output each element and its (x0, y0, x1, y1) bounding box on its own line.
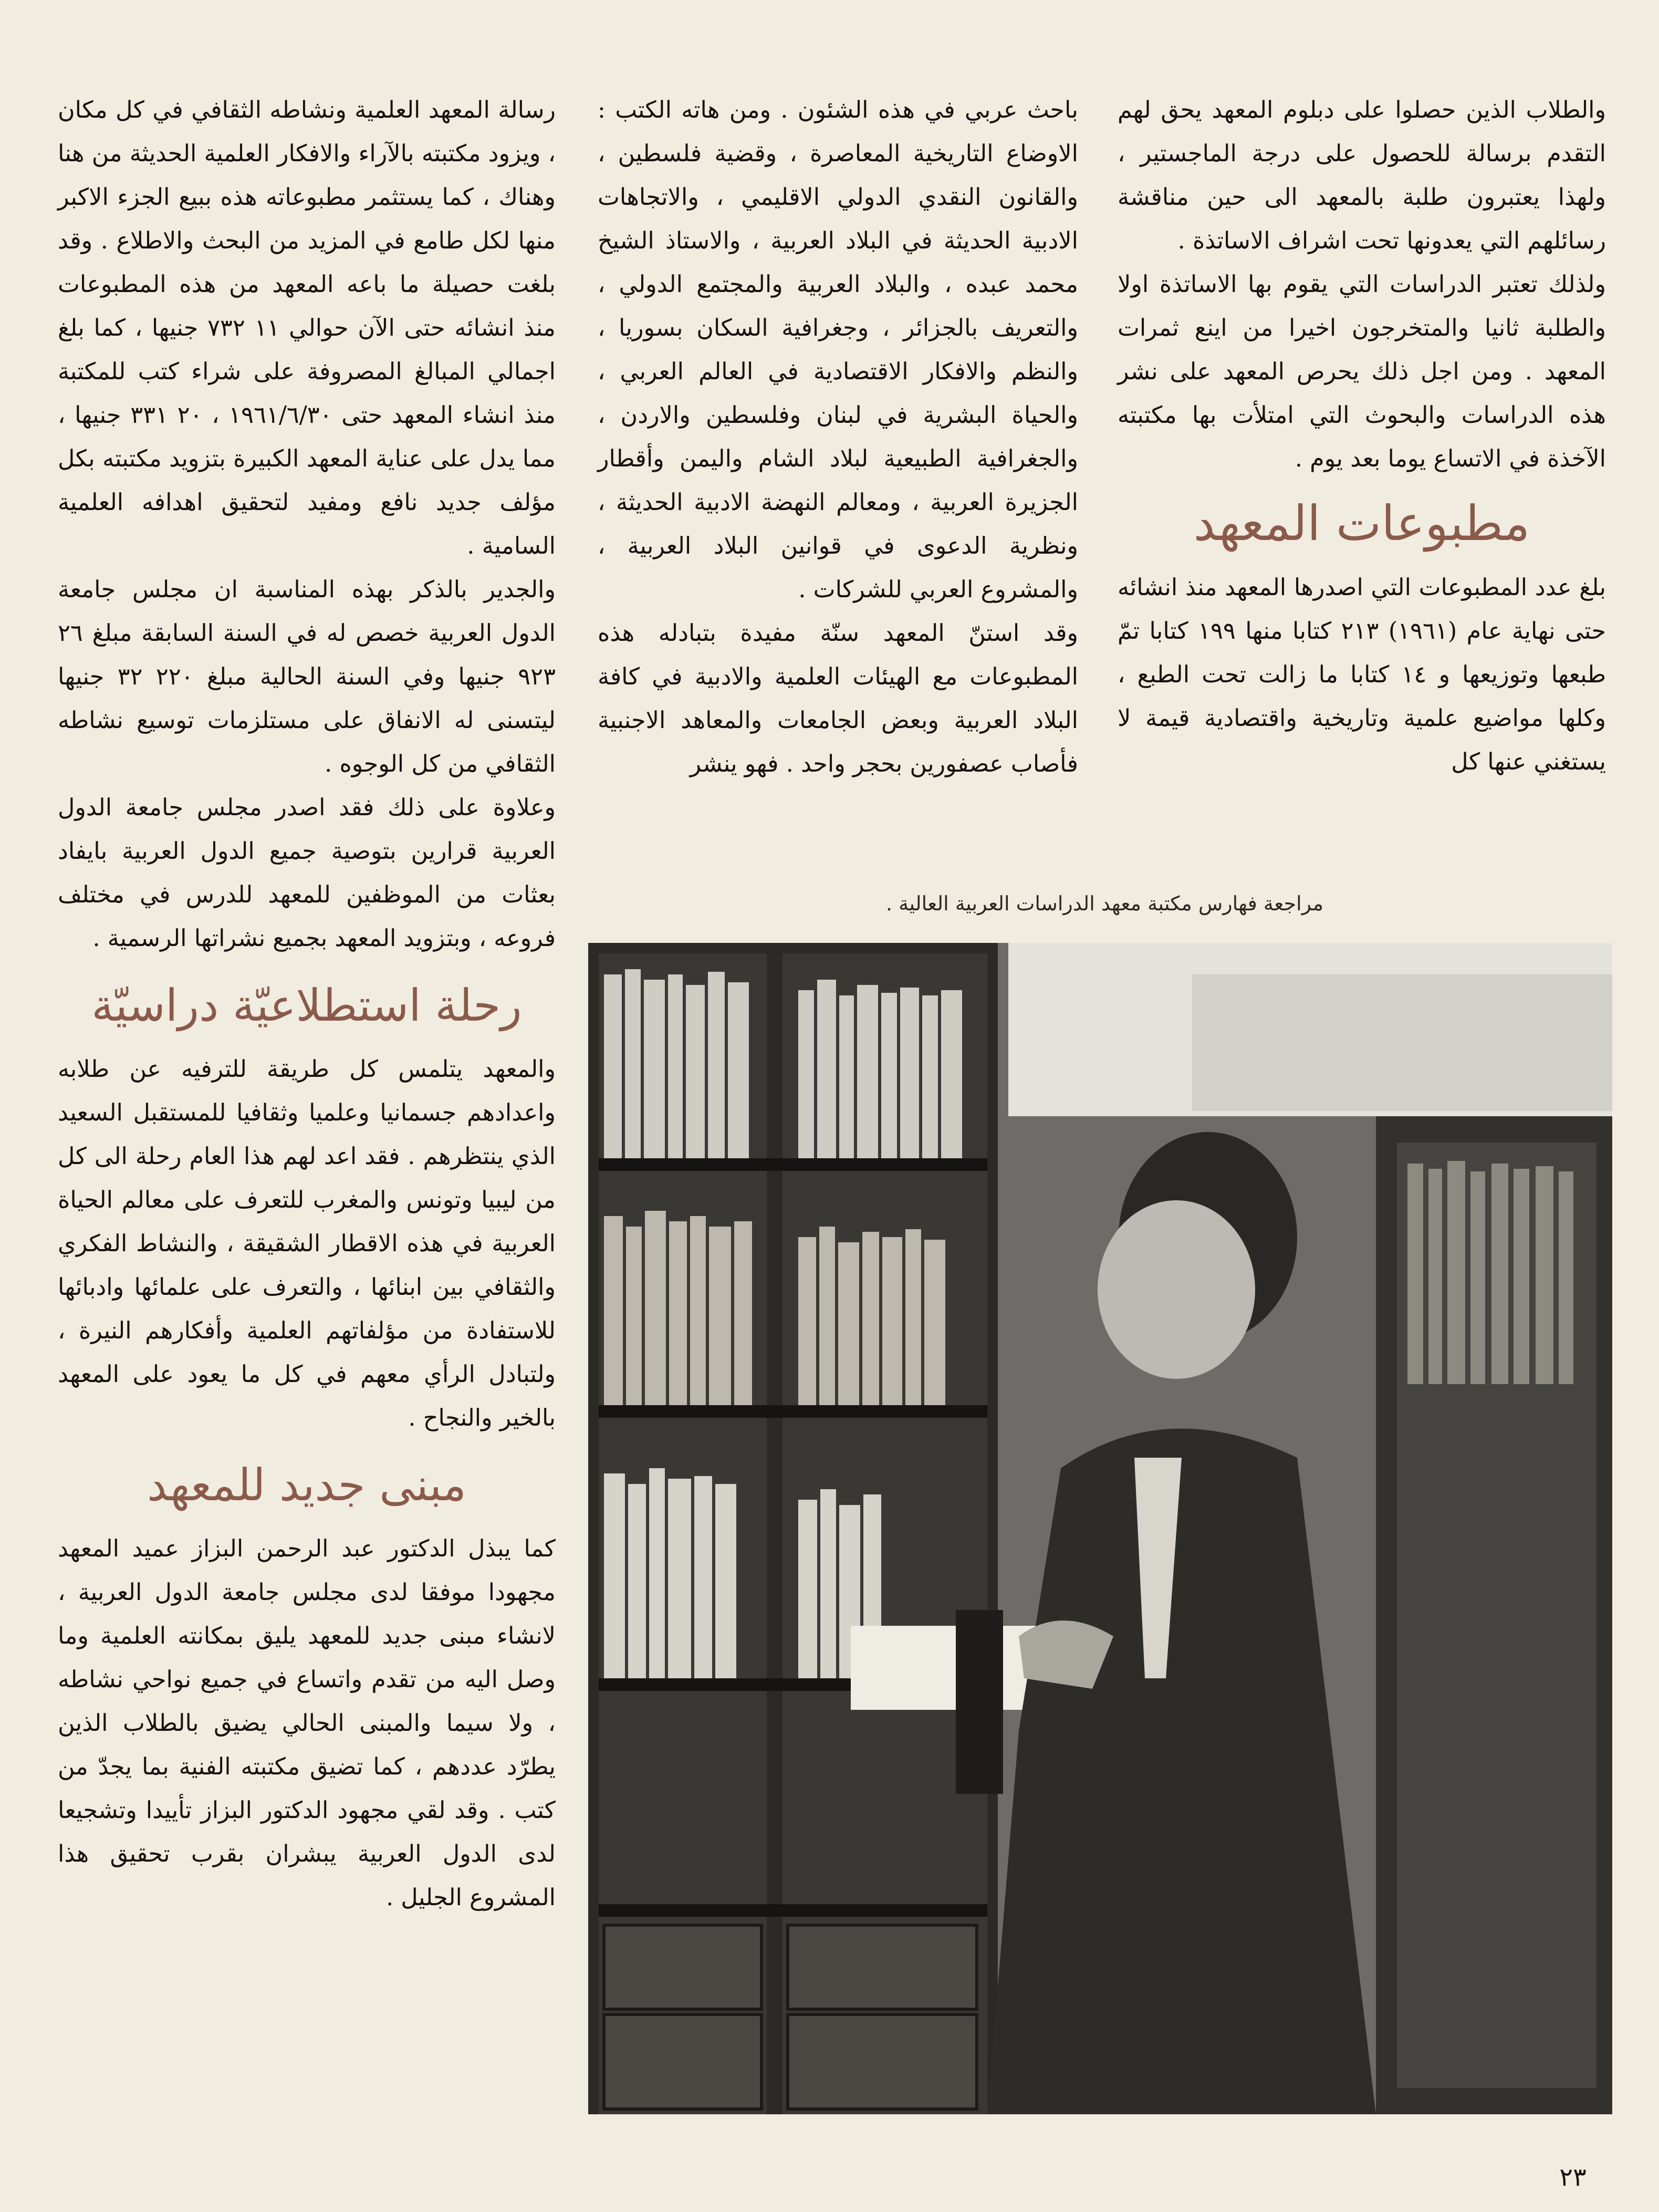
column-left (58, 88, 556, 1919)
photo-caption: مراجعة فهارس مكتبة معهد الدراسات العربية العالية . (886, 892, 1323, 915)
library-photo (588, 943, 1612, 2114)
section-heading-trip: رحلة استطلاعيّة دراسيّة (91, 980, 522, 1031)
column-right (1118, 88, 1606, 784)
page-number: ٢٣ (1559, 2163, 1587, 2192)
paragraph: والجدير بالذكر بهذه المناسبة ان مجلس جامعة الدول العربية خصص له في السنة السابقة مبلغ ٢٦ ٩٢٣ جنيها وفي السنة الحالية مبلغ ٢٢٠ ٣٢ جنيها ليتسنى له الانفاق على مستلزمات توسيع نشاطه الثقافي من كل الوجوه . (58, 576, 556, 777)
library-photo-illustration (588, 943, 1612, 2114)
section-heading-publications: مطبوعات المعهد (1193, 495, 1530, 552)
paragraph: باحث عربي في هذه الشئون . ومن هاته الكتب : الاوضاع التاريخية المعاصرة ، وقضية فلسطين ، والقانون النقدي الدولي الاقليمي ، والاتجاهات الادبية الحديثة في البلاد العربية ، والاستاذ الشيخ محمد عبده ، والبلاد العربية والمجتمع الدولي ، والتعريف بالجزائر ، وجغرافية السكان بسوريا ، والنظم والافكار الاقتصادية في العالم العربي ، والحياة البشرية في لبنان وفلسطين والاردن ، والجغرافية الطبيعية لبلاد الشام واليمن وأقطار الجزيرة العربية ، ومعالم النهضة الادبية الحديثة ، ونظرية الدعوى في قوانين البلاد العربية ، والمشروع العربي للشركات . (598, 97, 1078, 603)
paragraph: ولذلك تعتبر الدراسات التي يقوم بها الاساتذة اولا والطلبة ثانيا والمتخرجون اخيرا من اينع ثمرات المعهد . ومن اجل ذلك يحرص المعهد على نشر هذه الدراسات والبحوث التي امتلأت بها مكتبته الآخذة في الاتساع يوما بعد يوم . (1118, 271, 1606, 472)
paragraph: بلغ عدد المطبوعات التي اصدرها المعهد منذ انشائه حتى نهاية عام (١٩٦١) ٢١٣ كتابا منها ١٩٩ كتابا تمّ طبعها وتوزيعها و ١٤ كتابا ما زالت تحت الطبع ، وكلها مواضيع علمية وتاريخية واقتصادية قيمة لا يستغني عنها كل (1118, 574, 1606, 775)
paragraph: والطلاب الذين حصلوا على دبلوم المعهد يحق لهم التقدم برسالة للحصول على درجة الماجستير ، ولهذا يعتبرون طلبة بالمعهد الى حين مناقشة رسائلهم التي يعدونها تحت اشراف الاساتذة . (1118, 97, 1606, 254)
paragraph: والمعهد يتلمس كل طريقة للترفيه عن طلابه واعدادهم جسمانيا وعلميا وثقافيا للمستقبل السعيد الذي ينتظرهم . فقد اعد لهم هذا العام رحلة الى كل من ليبيا وتونس والمغرب للتعرف على معالم الحياة العربية في هذه الاقطار الشقيقة ، والنشاط الفكري والثقافي بين ابنائها ، والتعرف على علمائها وادبائها للاستفادة من مؤلفاتهم العلمية وأفكارهم النيرة ، ولتبادل الرأي معهم في كل ما يعود على المعهد بالخير والنجاح . (58, 1056, 556, 1431)
section-heading-new-building: مبنى جديد للمعهد (147, 1459, 466, 1511)
paragraph: وقد استنّ المعهد سنّة مفيدة بتبادله هذه المطبوعات مع الهيئات العلمية والادبية في كافة البلاد العربية وبعض الجامعات والمعاهد الاجنبية فأصاب عصفورين بحجر واحد . فهو ينشر (598, 620, 1078, 777)
paragraph: وعلاوة على ذلك فقد اصدر مجلس جامعة الدول العربية قرارين بتوصية جميع الدول العربية بايفاد بعثات من الموظفين للمعهد للدرس في مختلف فروعه ، وبتزويد المعهد بجميع نشراتها الرسمية . (58, 794, 556, 952)
paragraph: كما يبذل الدكتور عبد الرحمن البزاز عميد المعهد مجهودا موفقا لدى مجلس جامعة الدول العربية ، لانشاء مبنى جديد للمعهد يليق بمكانته العلمية وما وصل اليه من تقدم واتساع في جميع نواحي نشاطه ، ولا سيما والمبنى الحالي يضيق بالطلاب الذين يطرّد عددهم ، كما تضيق مكتبته الفنية بما يجدّ من كتب . وقد لقي مجهود الدكتور البزاز تأييدا وتشجيعا لدى الدول العربية يبشران بقرب تحقيق هذا المشروع الجليل . (58, 1535, 556, 1911)
column-middle (598, 88, 1078, 786)
paragraph: رسالة المعهد العلمية ونشاطه الثقافي في كل مكان ، ويزود مكتبته بالآراء والافكار العلمية الحديثة من هنا وهناك ، كما يستثمر مطبوعاته هذه ببيع الجزء الاكبر منها لكل طامع في المزيد من البحث والاطلاع . وقد بلغت حصيلة ما باعه المعهد من هذه المطبوعات منذ انشائه حتى الآن حوالي ١١ ٧٣٢ جنيها ، كما بلغ اجمالي المبالغ المصروفة على شراء كتب للمكتبة منذ انشاء المعهد حتى ١٩٦١/٦/٣٠ ، ٢٠ ٣٣١ جنيها ، مما يدل على عناية المعهد الكبيرة بتزويد مكتبته بكل مؤلف جديد نافع ومفيد لتحقيق اهدافه العلمية السامية . (58, 97, 556, 559)
